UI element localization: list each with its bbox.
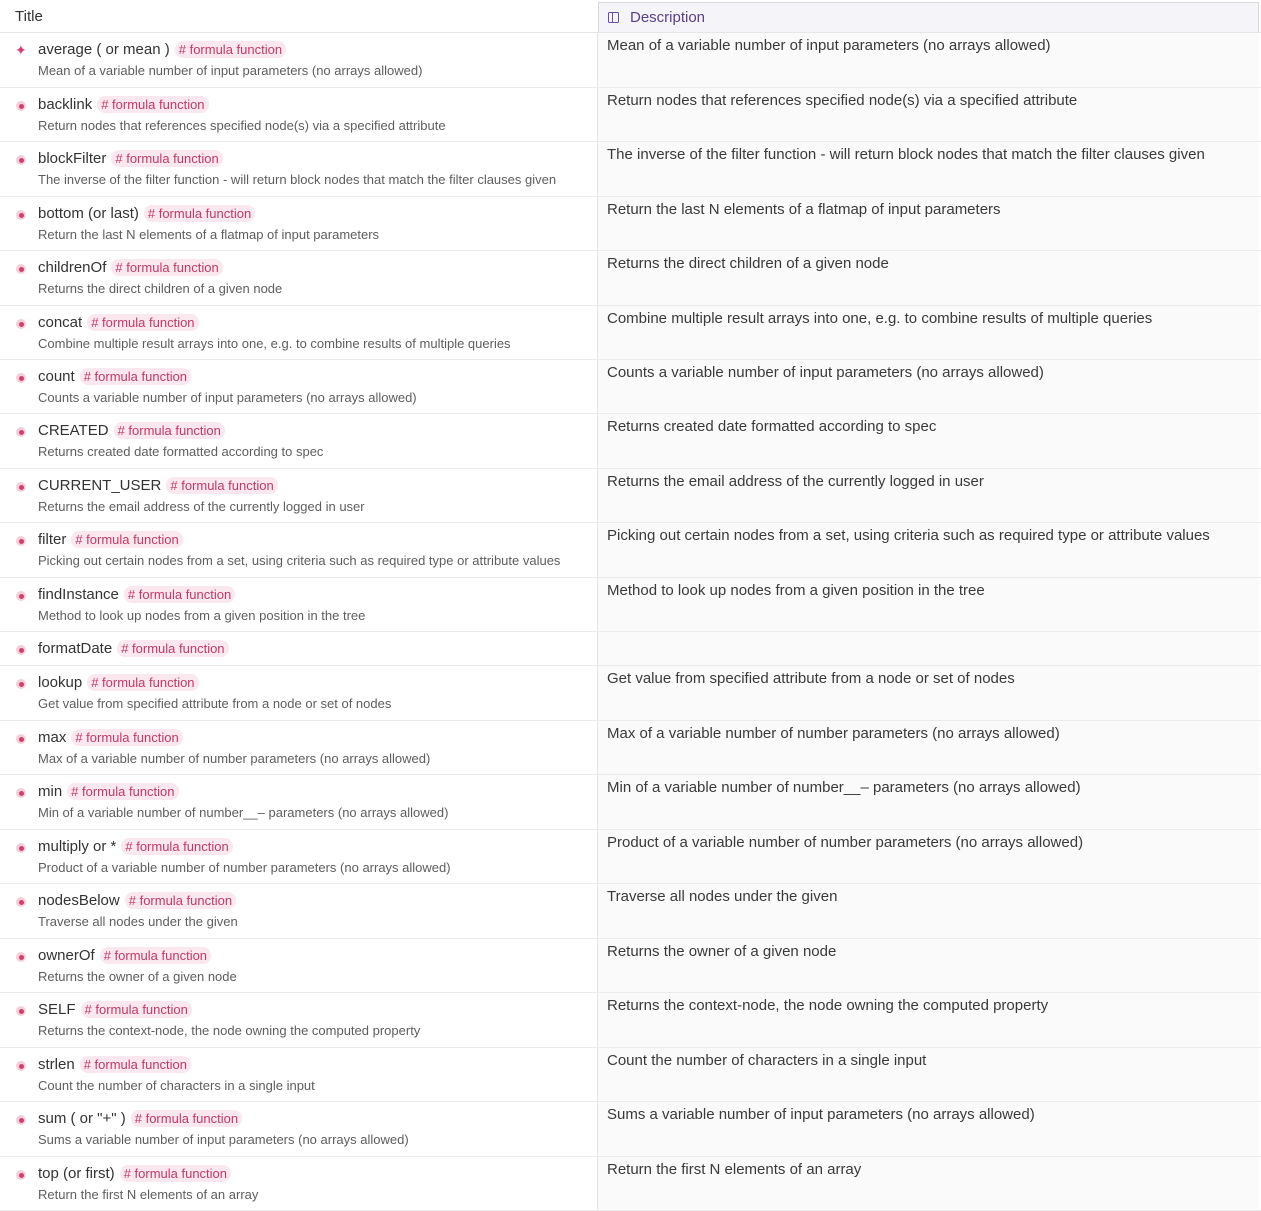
function-name[interactable]: bottom (or last) bbox=[38, 204, 139, 222]
title-cell[interactable] bbox=[0, 197, 598, 250]
tag-badge[interactable]: # formula function bbox=[111, 150, 222, 167]
title-cell[interactable] bbox=[0, 830, 598, 883]
description-cell[interactable]: Return nodes that references specified node(s) via a specified attribute bbox=[598, 88, 1259, 141]
table-row[interactable] bbox=[0, 1102, 1261, 1157]
title-cell[interactable] bbox=[0, 666, 598, 720]
tag-badge[interactable]: # formula function bbox=[71, 531, 182, 548]
title-cell[interactable] bbox=[0, 993, 598, 1047]
function-name[interactable]: backlink bbox=[38, 95, 93, 113]
bullet-icon bbox=[16, 264, 26, 274]
description-cell[interactable]: Returns the email address of the currently logged in user bbox=[598, 469, 1259, 522]
tag-badge[interactable]: # formula function bbox=[87, 314, 198, 331]
inline-description: Sums a variable number of input parameters (no arrays allowed) bbox=[38, 1132, 409, 1147]
table-row[interactable] bbox=[0, 197, 1261, 251]
tag-badge[interactable]: # formula function bbox=[80, 368, 191, 385]
function-name[interactable]: filter bbox=[38, 530, 67, 548]
bullet-icon bbox=[16, 373, 26, 383]
title-line bbox=[38, 257, 597, 277]
bullet-icon bbox=[16, 155, 26, 165]
bullet-icon bbox=[16, 1006, 26, 1016]
inline-description: Counts a variable number of input parameters (no arrays allowed) bbox=[38, 390, 417, 405]
inline-description: Get value from specified attribute from a node or set of nodes bbox=[38, 696, 392, 711]
title-cell[interactable] bbox=[0, 1102, 598, 1156]
bullet-icon bbox=[16, 645, 26, 655]
table-row[interactable] bbox=[0, 523, 1261, 578]
bullet-icon bbox=[16, 788, 26, 798]
title-line bbox=[38, 672, 597, 692]
inline-description: Returns created date formatted according to spec bbox=[38, 444, 324, 459]
title-line bbox=[38, 890, 597, 910]
inline-description: Min of a variable number of number__– parameters (no arrays allowed) bbox=[38, 805, 449, 820]
title-line bbox=[38, 475, 597, 495]
title-cell[interactable] bbox=[0, 414, 598, 468]
bullet-icon bbox=[16, 952, 26, 962]
function-name[interactable]: nodesBelow bbox=[38, 891, 120, 909]
description-cell[interactable]: The inverse of the filter function - will return block nodes that match the filter clauses given bbox=[598, 142, 1259, 196]
inline-description: Returns the owner of a given node bbox=[38, 969, 237, 984]
table-row[interactable] bbox=[0, 721, 1261, 775]
title-line bbox=[38, 638, 597, 658]
bullet-icon bbox=[16, 427, 26, 437]
tag-badge[interactable]: # formula function bbox=[175, 41, 286, 58]
title-line bbox=[38, 945, 597, 965]
description-cell[interactable]: Picking out certain nodes from a set, using criteria such as required type or attribute values bbox=[598, 523, 1259, 577]
title-line bbox=[38, 148, 597, 168]
title-line bbox=[38, 203, 597, 223]
description-cell[interactable]: Traverse all nodes under the given bbox=[598, 884, 1259, 938]
description-cell[interactable]: Returns the direct children of a given node bbox=[598, 251, 1259, 305]
function-name[interactable]: top (or first) bbox=[38, 1164, 115, 1182]
inline-description: Return the last N elements of a flatmap of input parameters bbox=[38, 227, 380, 242]
tag-badge[interactable]: # formula function bbox=[114, 422, 225, 439]
title-line bbox=[38, 999, 597, 1019]
tag-badge[interactable]: # formula function bbox=[67, 783, 178, 800]
function-name[interactable]: blockFilter bbox=[38, 149, 107, 167]
inline-description: Method to look up nodes from a given position in the tree bbox=[38, 608, 366, 623]
title-cell[interactable] bbox=[0, 142, 598, 196]
function-name[interactable]: CREATED bbox=[38, 421, 109, 439]
function-name[interactable]: average ( or mean ) bbox=[38, 40, 170, 58]
inline-description: Combine multiple result arrays into one, e.g. to combine results of multiple queries bbox=[38, 336, 511, 351]
description-cell[interactable]: Min of a variable number of number__– parameters (no arrays allowed) bbox=[598, 775, 1259, 829]
bullet-icon bbox=[16, 679, 26, 689]
table-row[interactable] bbox=[0, 1048, 1261, 1102]
function-name[interactable]: ownerOf bbox=[38, 946, 95, 964]
function-name[interactable]: findInstance bbox=[38, 585, 119, 603]
description-cell[interactable]: Sums a variable number of input parameters (no arrays allowed) bbox=[598, 1102, 1259, 1156]
table-row[interactable] bbox=[0, 775, 1261, 830]
description-cell[interactable]: Returns the owner of a given node bbox=[598, 939, 1259, 992]
title-line bbox=[38, 727, 597, 747]
table-row[interactable] bbox=[0, 360, 1261, 414]
function-name[interactable]: min bbox=[38, 782, 63, 800]
bullet-icon bbox=[16, 482, 26, 492]
title-cell[interactable] bbox=[0, 469, 598, 522]
table-row[interactable] bbox=[0, 830, 1261, 884]
function-name[interactable]: lookup bbox=[38, 673, 83, 691]
title-line bbox=[38, 312, 597, 332]
column-header-title[interactable]: Title bbox=[15, 8, 43, 25]
tag-badge[interactable]: # formula function bbox=[80, 1056, 191, 1073]
title-line bbox=[38, 529, 597, 549]
title-line bbox=[38, 39, 597, 59]
tag-badge[interactable]: # formula function bbox=[71, 729, 182, 746]
bullet-icon bbox=[16, 1170, 26, 1180]
tag-badge[interactable]: # formula function bbox=[144, 205, 255, 222]
title-line bbox=[38, 1054, 597, 1074]
bullet-icon bbox=[16, 1115, 26, 1125]
table-row[interactable] bbox=[0, 632, 1261, 666]
tag-badge[interactable]: # formula function bbox=[166, 477, 277, 494]
bullet-icon bbox=[16, 591, 26, 601]
description-cell[interactable]: Count the number of characters in a single input bbox=[598, 1048, 1259, 1101]
table-header bbox=[0, 0, 1261, 33]
inline-description: Return nodes that references specified node(s) via a specified attribute bbox=[38, 118, 446, 133]
table-row[interactable] bbox=[0, 469, 1261, 523]
description-cell[interactable]: Returns created date formatted according to spec bbox=[598, 414, 1259, 468]
inline-description: Product of a variable number of number parameters (no arrays allowed) bbox=[38, 860, 451, 875]
function-name[interactable]: sum ( or "+" ) bbox=[38, 1109, 126, 1127]
tag-badge[interactable]: # formula function bbox=[97, 96, 208, 113]
description-cell[interactable]: Return the last N elements of a flatmap of input parameters bbox=[598, 197, 1259, 250]
table-row[interactable] bbox=[0, 414, 1261, 469]
description-cell[interactable]: Counts a variable number of input parameters (no arrays allowed) bbox=[598, 360, 1259, 413]
tag-badge[interactable]: # formula function bbox=[124, 586, 235, 603]
tag-badge[interactable]: # formula function bbox=[81, 1001, 192, 1018]
title-cell[interactable] bbox=[0, 523, 598, 577]
tag-badge[interactable]: # formula function bbox=[121, 838, 232, 855]
title-cell[interactable] bbox=[0, 721, 598, 774]
table-row[interactable] bbox=[0, 142, 1261, 197]
function-name[interactable]: SELF bbox=[38, 1000, 76, 1018]
function-name[interactable]: strlen bbox=[38, 1055, 75, 1073]
title-cell[interactable] bbox=[0, 306, 598, 359]
inline-description: Returns the context-node, the node owning the computed property bbox=[38, 1023, 421, 1038]
title-line bbox=[38, 366, 597, 386]
title-cell[interactable] bbox=[0, 360, 598, 413]
bullet-icon bbox=[16, 843, 26, 853]
inline-description: Count the number of characters in a single input bbox=[38, 1078, 315, 1093]
function-name[interactable]: count bbox=[38, 367, 75, 385]
inline-description: Picking out certain nodes from a set, using criteria such as required type or attribute values bbox=[38, 553, 561, 568]
bullet-icon bbox=[16, 897, 26, 907]
title-line bbox=[38, 781, 597, 801]
inline-description: Returns the direct children of a given node bbox=[38, 281, 283, 296]
table-row[interactable] bbox=[0, 993, 1261, 1048]
table-row[interactable] bbox=[0, 306, 1261, 360]
title-line bbox=[38, 420, 597, 440]
tag-badge[interactable]: # formula function bbox=[117, 640, 228, 657]
bullet-icon bbox=[16, 536, 26, 546]
title-cell[interactable] bbox=[0, 1157, 598, 1210]
title-cell[interactable] bbox=[0, 251, 598, 305]
bullet-icon bbox=[16, 734, 26, 744]
inline-description: Traverse all nodes under the given bbox=[38, 914, 238, 929]
inline-description: Return the first N elements of an array bbox=[38, 1187, 259, 1202]
function-name[interactable]: concat bbox=[38, 313, 83, 331]
title-line bbox=[38, 94, 597, 114]
title-cell[interactable] bbox=[0, 1048, 598, 1101]
column-header-description[interactable] bbox=[598, 2, 1259, 32]
function-name[interactable]: multiply or * bbox=[38, 837, 117, 855]
table-row[interactable] bbox=[0, 578, 1261, 632]
title-cell[interactable] bbox=[0, 939, 598, 992]
inline-description: The inverse of the filter function - will return block nodes that match the filter clauses given bbox=[38, 172, 557, 187]
tag-badge[interactable]: # formula function bbox=[87, 674, 198, 691]
tag-badge[interactable]: # formula function bbox=[120, 1165, 231, 1182]
title-cell[interactable] bbox=[0, 884, 598, 938]
tag-badge[interactable]: # formula function bbox=[100, 947, 211, 964]
tag-badge[interactable]: # formula function bbox=[131, 1110, 242, 1127]
function-name[interactable]: childrenOf bbox=[38, 258, 107, 276]
function-name[interactable]: max bbox=[38, 728, 67, 746]
function-name[interactable]: formatDate bbox=[38, 639, 113, 657]
column-icon bbox=[608, 12, 619, 23]
description-cell[interactable] bbox=[598, 632, 1259, 665]
table-row[interactable] bbox=[0, 251, 1261, 306]
title-line bbox=[38, 1163, 597, 1183]
description-cell[interactable]: Method to look up nodes from a given position in the tree bbox=[598, 578, 1259, 631]
inline-description: Returns the email address of the currently logged in user bbox=[38, 499, 365, 514]
table-row[interactable] bbox=[0, 666, 1261, 721]
table-body bbox=[0, 33, 1261, 1211]
description-cell[interactable]: Returns the context-node, the node owning the computed property bbox=[598, 993, 1259, 1047]
title-cell[interactable] bbox=[0, 578, 598, 631]
inline-description: Max of a variable number of number parameters (no arrays allowed) bbox=[38, 751, 431, 766]
bullet-icon bbox=[16, 101, 26, 111]
sparkle-icon: ✦ bbox=[15, 42, 27, 58]
title-line bbox=[38, 1108, 597, 1128]
table-row[interactable] bbox=[0, 884, 1261, 939]
title-cell[interactable] bbox=[0, 33, 598, 87]
bullet-icon bbox=[16, 210, 26, 220]
table-row[interactable] bbox=[0, 88, 1261, 142]
title-line bbox=[38, 836, 597, 856]
table-row[interactable] bbox=[0, 939, 1261, 993]
table-row[interactable] bbox=[0, 33, 1261, 88]
title-cell[interactable] bbox=[0, 88, 598, 141]
bullet-icon bbox=[16, 1061, 26, 1071]
description-cell[interactable]: Product of a variable number of number parameters (no arrays allowed) bbox=[598, 830, 1259, 883]
column-header-description-label: Description bbox=[630, 9, 706, 26]
function-name[interactable]: CURRENT_USER bbox=[38, 476, 162, 494]
inline-description: Mean of a variable number of input parameters (no arrays allowed) bbox=[38, 63, 423, 78]
title-cell[interactable] bbox=[0, 775, 598, 829]
description-cell[interactable]: Return the first N elements of an array bbox=[598, 1157, 1259, 1210]
bullet-icon bbox=[16, 319, 26, 329]
tag-badge[interactable]: # formula function bbox=[125, 892, 236, 909]
description-cell[interactable]: Combine multiple result arrays into one, e.g. to combine results of multiple queries bbox=[598, 306, 1259, 359]
description-cell[interactable]: Max of a variable number of number parameters (no arrays allowed) bbox=[598, 721, 1259, 774]
table-row[interactable] bbox=[0, 1157, 1261, 1211]
title-cell[interactable] bbox=[0, 632, 598, 665]
tag-badge[interactable]: # formula function bbox=[111, 259, 222, 276]
description-cell[interactable]: Mean of a variable number of input parameters (no arrays allowed) bbox=[598, 33, 1259, 87]
description-cell[interactable]: Get value from specified attribute from a node or set of nodes bbox=[598, 666, 1259, 720]
title-line bbox=[38, 584, 597, 604]
